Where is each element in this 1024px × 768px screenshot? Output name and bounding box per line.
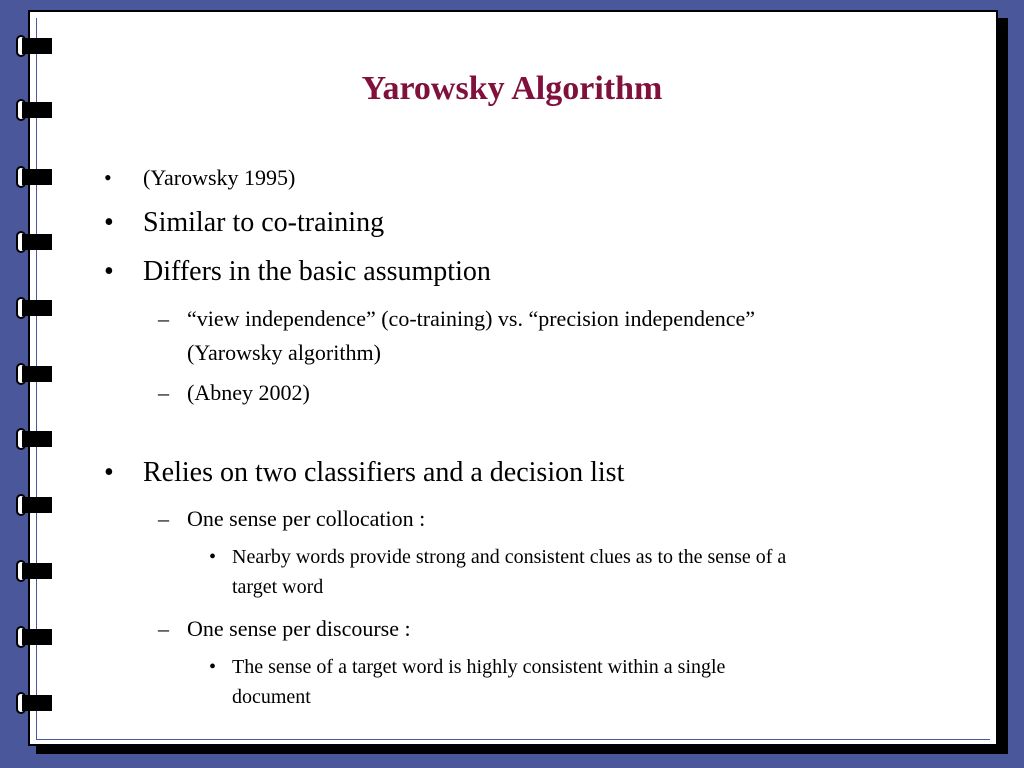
bullet-marker: • — [104, 165, 112, 190]
bullet-marker: • — [104, 207, 114, 238]
sub-sub-bullet-text-continued: document — [232, 686, 311, 708]
sub-bullet-marker: – — [158, 616, 169, 641]
bullet-marker: • — [104, 256, 114, 287]
bullet-marker: • — [104, 457, 114, 488]
sub-sub-bullet-text-continued: target word — [232, 576, 324, 598]
bullet-text: Relies on two classifiers and a decision list — [143, 457, 625, 488]
sub-bullet-marker: – — [158, 380, 169, 405]
bullet-text: (Yarowsky 1995) — [143, 165, 296, 190]
sub-bullet-text: One sense per collocation : — [187, 506, 426, 531]
bullet-text: Differs in the basic assumption — [143, 256, 491, 287]
bullet-text: Similar to co-training — [143, 207, 385, 238]
sub-sub-bullet-text: Nearby words provide strong and consistent clues as to the sense of a — [232, 546, 787, 568]
slide-title: Yarowsky Algorithm — [361, 70, 663, 107]
sub-bullet-marker: – — [158, 506, 169, 531]
sub-sub-bullet-marker: • — [209, 656, 217, 678]
sub-bullet-text: “view independence” (co-training) vs. “precision independence” — [187, 306, 756, 331]
sub-bullet-text: (Abney 2002) — [187, 380, 310, 405]
sub-bullet-text-continued: (Yarowsky algorithm) — [187, 340, 381, 365]
sub-bullet-text: One sense per discourse : — [187, 616, 411, 641]
sub-bullet-marker: – — [158, 306, 169, 331]
sub-sub-bullet-marker: • — [209, 546, 217, 568]
sub-sub-bullet-text: The sense of a target word is highly consistent within a single — [232, 656, 726, 678]
